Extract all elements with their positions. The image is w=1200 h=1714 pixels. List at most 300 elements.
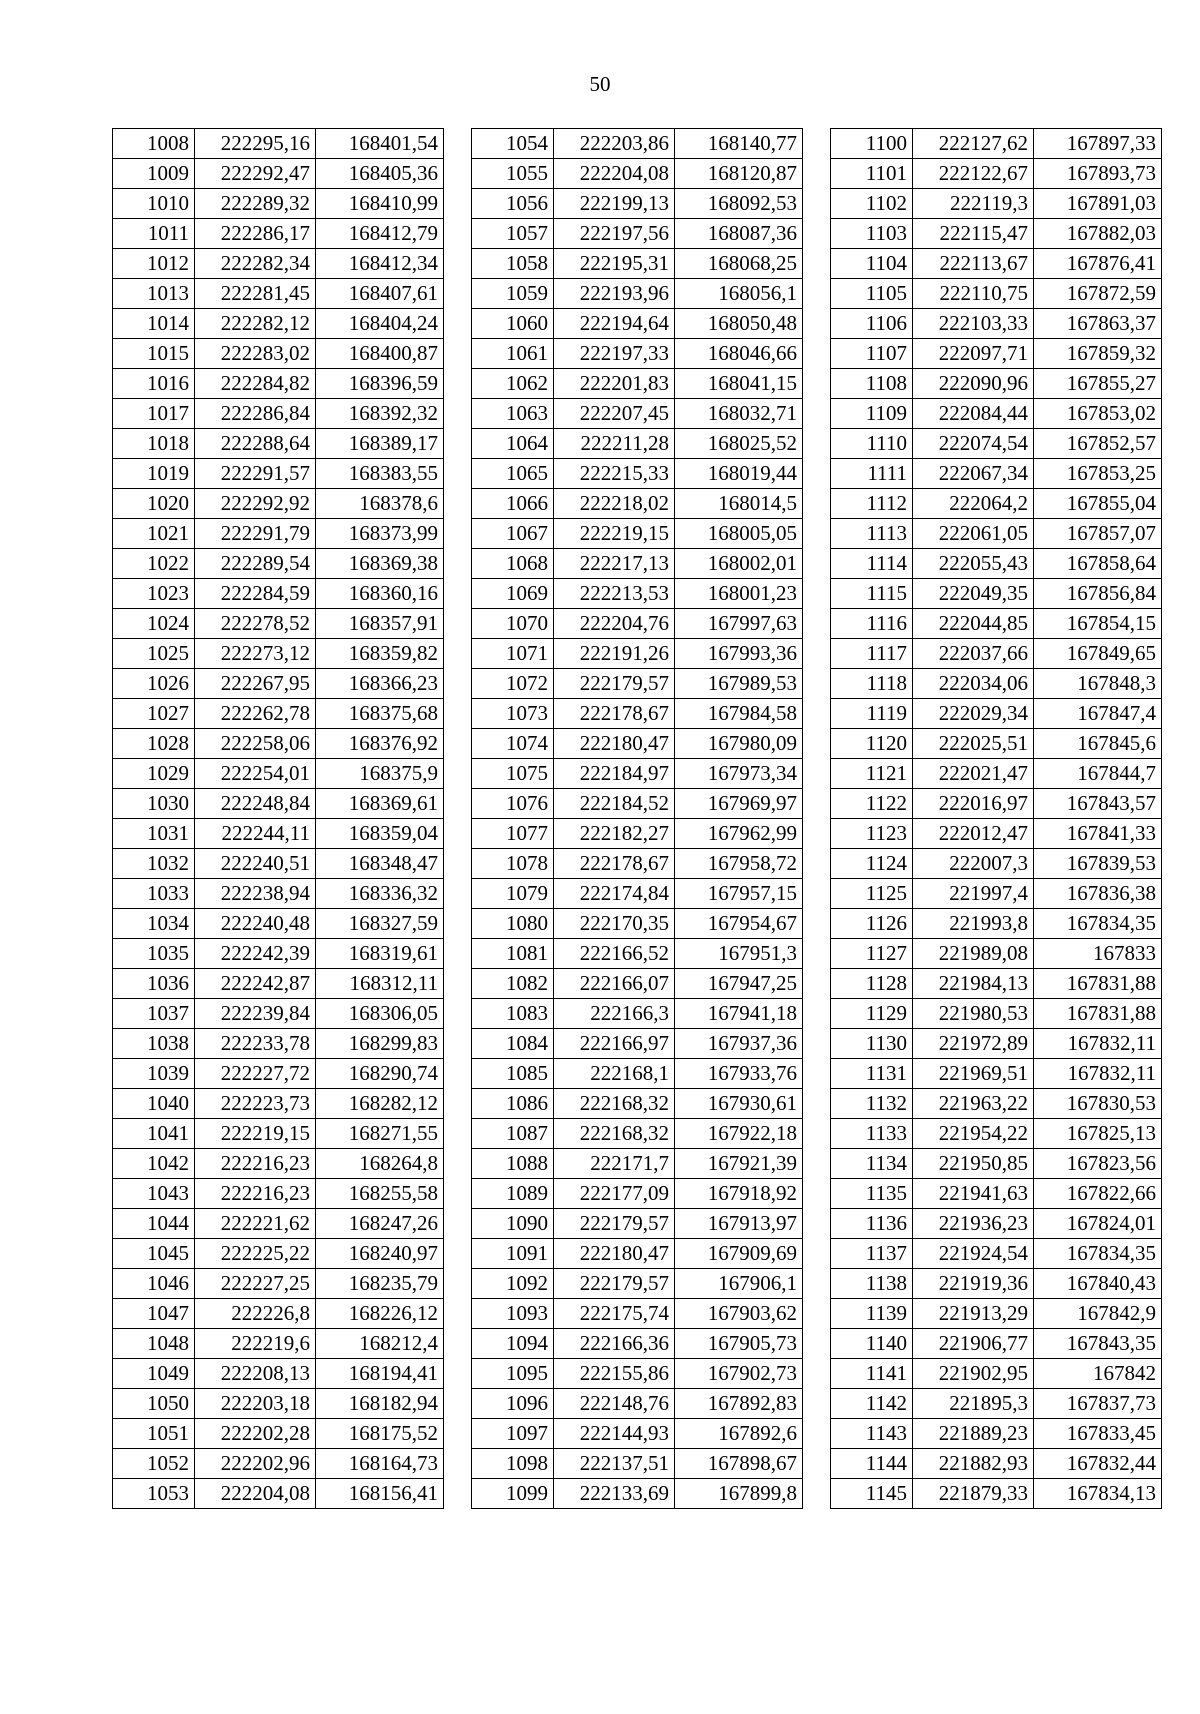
- point-number-cell: 1101: [831, 159, 913, 189]
- table-row: [831, 279, 1162, 309]
- x-coordinate-cell: 222227,72: [195, 1059, 316, 1089]
- x-coordinate-cell: 222064,2: [913, 489, 1034, 519]
- point-number-cell: 1076: [472, 789, 554, 819]
- point-number-cell: 1123: [831, 819, 913, 849]
- y-coordinate-cell: 168014,5: [675, 489, 803, 519]
- x-coordinate-cell: 222174,84: [554, 879, 675, 909]
- table-row: [472, 219, 803, 249]
- x-coordinate-cell: 222203,18: [195, 1389, 316, 1419]
- y-coordinate-cell: 167876,41: [1034, 249, 1162, 279]
- y-coordinate-cell: 167863,37: [1034, 309, 1162, 339]
- point-number-cell: 1117: [831, 639, 913, 669]
- y-coordinate-cell: 167843,57: [1034, 789, 1162, 819]
- point-number-cell: 1108: [831, 369, 913, 399]
- point-number-cell: 1011: [113, 219, 195, 249]
- y-coordinate-cell: 167840,43: [1034, 1269, 1162, 1299]
- x-coordinate-cell: 222226,8: [195, 1299, 316, 1329]
- table-row: [472, 1239, 803, 1269]
- y-coordinate-cell: 167933,76: [675, 1059, 803, 1089]
- table-row: [113, 399, 444, 429]
- y-coordinate-cell: 168164,73: [316, 1449, 444, 1479]
- x-coordinate-cell: 222242,39: [195, 939, 316, 969]
- coordinate-table-3: [830, 128, 1162, 1509]
- point-number-cell: 1057: [472, 219, 554, 249]
- point-number-cell: 1060: [472, 309, 554, 339]
- y-coordinate-cell: 167830,53: [1034, 1089, 1162, 1119]
- y-coordinate-cell: 168046,66: [675, 339, 803, 369]
- x-coordinate-cell: 222090,96: [913, 369, 1034, 399]
- point-number-cell: 1059: [472, 279, 554, 309]
- point-number-cell: 1029: [113, 759, 195, 789]
- table-row: [831, 1029, 1162, 1059]
- point-number-cell: 1088: [472, 1149, 554, 1179]
- point-number-cell: 1066: [472, 489, 554, 519]
- x-coordinate-cell: 222097,71: [913, 339, 1034, 369]
- x-coordinate-cell: 222207,45: [554, 399, 675, 429]
- y-coordinate-cell: 168369,38: [316, 549, 444, 579]
- table-row: [472, 909, 803, 939]
- y-coordinate-cell: 168410,99: [316, 189, 444, 219]
- y-coordinate-cell: 168412,79: [316, 219, 444, 249]
- x-coordinate-cell: 222199,13: [554, 189, 675, 219]
- point-number-cell: 1040: [113, 1089, 195, 1119]
- point-number-cell: 1112: [831, 489, 913, 519]
- x-coordinate-cell: 221980,53: [913, 999, 1034, 1029]
- point-number-cell: 1063: [472, 399, 554, 429]
- y-coordinate-cell: 167973,34: [675, 759, 803, 789]
- table-row: [831, 519, 1162, 549]
- table-row: [831, 789, 1162, 819]
- table-row: [113, 819, 444, 849]
- table-row: [472, 1359, 803, 1389]
- x-coordinate-cell: 222267,95: [195, 669, 316, 699]
- point-number-cell: 1080: [472, 909, 554, 939]
- y-coordinate-cell: 167989,53: [675, 669, 803, 699]
- x-coordinate-cell: 222219,15: [195, 1119, 316, 1149]
- x-coordinate-cell: 222175,74: [554, 1299, 675, 1329]
- point-number-cell: 1030: [113, 789, 195, 819]
- coordinate-table-2: [471, 128, 803, 1509]
- table-row: [113, 1479, 444, 1509]
- point-number-cell: 1072: [472, 669, 554, 699]
- y-coordinate-cell: 167855,04: [1034, 489, 1162, 519]
- y-coordinate-cell: 168396,59: [316, 369, 444, 399]
- y-coordinate-cell: 168348,47: [316, 849, 444, 879]
- x-coordinate-cell: 222289,32: [195, 189, 316, 219]
- x-coordinate-cell: 221902,95: [913, 1359, 1034, 1389]
- point-number-cell: 1130: [831, 1029, 913, 1059]
- y-coordinate-cell: 167842,9: [1034, 1299, 1162, 1329]
- x-coordinate-cell: 222254,01: [195, 759, 316, 789]
- x-coordinate-cell: 222202,28: [195, 1419, 316, 1449]
- point-number-cell: 1087: [472, 1119, 554, 1149]
- x-coordinate-cell: 222044,85: [913, 609, 1034, 639]
- point-number-cell: 1093: [472, 1299, 554, 1329]
- x-coordinate-cell: 222155,86: [554, 1359, 675, 1389]
- table-row: [113, 549, 444, 579]
- point-number-cell: 1098: [472, 1449, 554, 1479]
- point-number-cell: 1106: [831, 309, 913, 339]
- point-number-cell: 1042: [113, 1149, 195, 1179]
- point-number-cell: 1052: [113, 1449, 195, 1479]
- table-row: [472, 999, 803, 1029]
- x-coordinate-cell: 222292,92: [195, 489, 316, 519]
- table-row: [113, 879, 444, 909]
- point-number-cell: 1103: [831, 219, 913, 249]
- x-coordinate-cell: 221997,4: [913, 879, 1034, 909]
- x-coordinate-cell: 222166,3: [554, 999, 675, 1029]
- point-number-cell: 1116: [831, 609, 913, 639]
- table-row: [113, 639, 444, 669]
- y-coordinate-cell: 167825,13: [1034, 1119, 1162, 1149]
- x-coordinate-cell: 221919,36: [913, 1269, 1034, 1299]
- table-row: [831, 849, 1162, 879]
- y-coordinate-cell: 168005,05: [675, 519, 803, 549]
- y-coordinate-cell: 168255,58: [316, 1179, 444, 1209]
- table-row: [831, 129, 1162, 159]
- point-number-cell: 1084: [472, 1029, 554, 1059]
- y-coordinate-cell: 167841,33: [1034, 819, 1162, 849]
- point-number-cell: 1061: [472, 339, 554, 369]
- y-coordinate-cell: 167849,65: [1034, 639, 1162, 669]
- point-number-cell: 1074: [472, 729, 554, 759]
- y-coordinate-cell: 167857,07: [1034, 519, 1162, 549]
- x-coordinate-cell: 222242,87: [195, 969, 316, 999]
- y-coordinate-cell: 167832,44: [1034, 1449, 1162, 1479]
- x-coordinate-cell: 222166,97: [554, 1029, 675, 1059]
- point-number-cell: 1128: [831, 969, 913, 999]
- x-coordinate-cell: 222238,94: [195, 879, 316, 909]
- y-coordinate-cell: 168050,48: [675, 309, 803, 339]
- table-row: [472, 1029, 803, 1059]
- table-row: [472, 1479, 803, 1509]
- x-coordinate-cell: 222180,47: [554, 1239, 675, 1269]
- point-number-cell: 1083: [472, 999, 554, 1029]
- point-number-cell: 1008: [113, 129, 195, 159]
- y-coordinate-cell: 168002,01: [675, 549, 803, 579]
- point-number-cell: 1085: [472, 1059, 554, 1089]
- table-row: [472, 189, 803, 219]
- table-row: [113, 1089, 444, 1119]
- y-coordinate-cell: 167891,03: [1034, 189, 1162, 219]
- x-coordinate-cell: 222034,06: [913, 669, 1034, 699]
- point-number-cell: 1124: [831, 849, 913, 879]
- table-row: [831, 549, 1162, 579]
- table-row: [113, 849, 444, 879]
- y-coordinate-cell: 168375,68: [316, 699, 444, 729]
- table-row: [472, 1179, 803, 1209]
- x-coordinate-cell: 222203,86: [554, 129, 675, 159]
- x-coordinate-cell: 222166,07: [554, 969, 675, 999]
- point-number-cell: 1037: [113, 999, 195, 1029]
- x-coordinate-cell: 222291,79: [195, 519, 316, 549]
- point-number-cell: 1082: [472, 969, 554, 999]
- x-coordinate-cell: 222225,22: [195, 1239, 316, 1269]
- y-coordinate-cell: 167957,15: [675, 879, 803, 909]
- y-coordinate-cell: 167832,11: [1034, 1059, 1162, 1089]
- table-row: [831, 1419, 1162, 1449]
- table-row: [113, 999, 444, 1029]
- table-row: [831, 339, 1162, 369]
- table-row: [113, 249, 444, 279]
- table-row: [831, 579, 1162, 609]
- page-number: 50: [589, 72, 611, 96]
- x-coordinate-cell: 222122,67: [913, 159, 1034, 189]
- point-number-cell: 1094: [472, 1329, 554, 1359]
- y-coordinate-cell: 168407,61: [316, 279, 444, 309]
- point-number-cell: 1068: [472, 549, 554, 579]
- table-row: [472, 369, 803, 399]
- x-coordinate-cell: 222180,47: [554, 729, 675, 759]
- y-coordinate-cell: 167822,66: [1034, 1179, 1162, 1209]
- table-row: [472, 1149, 803, 1179]
- x-coordinate-cell: 222216,23: [195, 1179, 316, 1209]
- point-number-cell: 1073: [472, 699, 554, 729]
- table-row: [831, 309, 1162, 339]
- x-coordinate-cell: 222115,47: [913, 219, 1034, 249]
- y-coordinate-cell: 168092,53: [675, 189, 803, 219]
- table-row: [831, 1269, 1162, 1299]
- y-coordinate-cell: 167839,53: [1034, 849, 1162, 879]
- y-coordinate-cell: 167834,35: [1034, 909, 1162, 939]
- point-number-cell: 1131: [831, 1059, 913, 1089]
- y-coordinate-cell: 167837,73: [1034, 1389, 1162, 1419]
- table-row: [113, 129, 444, 159]
- x-coordinate-cell: 222284,59: [195, 579, 316, 609]
- x-coordinate-cell: 222021,47: [913, 759, 1034, 789]
- table-row: [831, 1359, 1162, 1389]
- table-row: [831, 1299, 1162, 1329]
- table-row: [472, 429, 803, 459]
- point-number-cell: 1079: [472, 879, 554, 909]
- point-number-cell: 1135: [831, 1179, 913, 1209]
- x-coordinate-cell: 222061,05: [913, 519, 1034, 549]
- point-number-cell: 1077: [472, 819, 554, 849]
- point-number-cell: 1053: [113, 1479, 195, 1509]
- y-coordinate-cell: 167882,03: [1034, 219, 1162, 249]
- point-number-cell: 1134: [831, 1149, 913, 1179]
- table-row: [831, 1179, 1162, 1209]
- x-coordinate-cell: 221895,3: [913, 1389, 1034, 1419]
- point-number-cell: 1144: [831, 1449, 913, 1479]
- x-coordinate-cell: 222202,96: [195, 1449, 316, 1479]
- point-number-cell: 1075: [472, 759, 554, 789]
- table-row: [113, 1449, 444, 1479]
- point-number-cell: 1031: [113, 819, 195, 849]
- table-row: [472, 1299, 803, 1329]
- table-row: [472, 699, 803, 729]
- x-coordinate-cell: 222282,34: [195, 249, 316, 279]
- y-coordinate-cell: 168327,59: [316, 909, 444, 939]
- point-number-cell: 1020: [113, 489, 195, 519]
- point-number-cell: 1102: [831, 189, 913, 219]
- point-number-cell: 1115: [831, 579, 913, 609]
- y-coordinate-cell: 167921,39: [675, 1149, 803, 1179]
- table-row: [113, 1269, 444, 1299]
- point-number-cell: 1121: [831, 759, 913, 789]
- table-row: [831, 249, 1162, 279]
- y-coordinate-cell: 168360,16: [316, 579, 444, 609]
- point-number-cell: 1054: [472, 129, 554, 159]
- table-row: [113, 789, 444, 819]
- x-coordinate-cell: 222113,67: [913, 249, 1034, 279]
- y-coordinate-cell: 168400,87: [316, 339, 444, 369]
- y-coordinate-cell: 168068,25: [675, 249, 803, 279]
- x-coordinate-cell: 222067,34: [913, 459, 1034, 489]
- y-coordinate-cell: 167845,6: [1034, 729, 1162, 759]
- table-row: [113, 1359, 444, 1389]
- x-coordinate-cell: 222179,57: [554, 669, 675, 699]
- point-number-cell: 1023: [113, 579, 195, 609]
- table-row: [831, 1149, 1162, 1179]
- table-row: [472, 339, 803, 369]
- x-coordinate-cell: 221954,22: [913, 1119, 1034, 1149]
- table-row: [113, 1389, 444, 1419]
- table-row: [831, 939, 1162, 969]
- y-coordinate-cell: 167918,92: [675, 1179, 803, 1209]
- point-number-cell: 1132: [831, 1089, 913, 1119]
- y-coordinate-cell: 168373,99: [316, 519, 444, 549]
- table-row: [831, 189, 1162, 219]
- table-row: [472, 759, 803, 789]
- table-row: [472, 1059, 803, 1089]
- y-coordinate-cell: 168312,11: [316, 969, 444, 999]
- point-number-cell: 1055: [472, 159, 554, 189]
- table-row: [831, 969, 1162, 999]
- x-coordinate-cell: 222204,08: [195, 1479, 316, 1509]
- y-coordinate-cell: 167993,36: [675, 639, 803, 669]
- table-row: [472, 309, 803, 339]
- table-row: [831, 639, 1162, 669]
- point-number-cell: 1069: [472, 579, 554, 609]
- y-coordinate-cell: 168019,44: [675, 459, 803, 489]
- point-number-cell: 1065: [472, 459, 554, 489]
- table-row: [113, 1299, 444, 1329]
- table-row: [113, 429, 444, 459]
- x-coordinate-cell: 222283,02: [195, 339, 316, 369]
- y-coordinate-cell: 168001,23: [675, 579, 803, 609]
- table-row: [472, 249, 803, 279]
- y-coordinate-cell: 167842: [1034, 1359, 1162, 1389]
- point-number-cell: 1022: [113, 549, 195, 579]
- x-coordinate-cell: 222168,32: [554, 1089, 675, 1119]
- x-coordinate-cell: 222179,57: [554, 1269, 675, 1299]
- table-row: [831, 1449, 1162, 1479]
- table-row: [831, 429, 1162, 459]
- x-coordinate-cell: 222182,27: [554, 819, 675, 849]
- x-coordinate-cell: 222215,33: [554, 459, 675, 489]
- x-coordinate-cell: 222127,62: [913, 129, 1034, 159]
- x-coordinate-cell: 222286,17: [195, 219, 316, 249]
- point-number-cell: 1018: [113, 429, 195, 459]
- table-row: [472, 849, 803, 879]
- y-coordinate-cell: 167906,1: [675, 1269, 803, 1299]
- y-coordinate-cell: 167954,67: [675, 909, 803, 939]
- table-row: [113, 1119, 444, 1149]
- table-row: [472, 879, 803, 909]
- table-row: [113, 579, 444, 609]
- table-row: [831, 1389, 1162, 1419]
- y-coordinate-cell: 167836,38: [1034, 879, 1162, 909]
- table-row: [831, 879, 1162, 909]
- y-coordinate-cell: 167843,35: [1034, 1329, 1162, 1359]
- x-coordinate-cell: 222012,47: [913, 819, 1034, 849]
- y-coordinate-cell: 167930,61: [675, 1089, 803, 1119]
- point-number-cell: 1086: [472, 1089, 554, 1119]
- x-coordinate-cell: 221963,22: [913, 1089, 1034, 1119]
- point-number-cell: 1044: [113, 1209, 195, 1239]
- y-coordinate-cell: 168140,77: [675, 129, 803, 159]
- table-row: [113, 1179, 444, 1209]
- point-number-cell: 1025: [113, 639, 195, 669]
- point-number-cell: 1056: [472, 189, 554, 219]
- y-coordinate-cell: 168392,32: [316, 399, 444, 429]
- point-number-cell: 1092: [472, 1269, 554, 1299]
- y-coordinate-cell: 167859,32: [1034, 339, 1162, 369]
- x-coordinate-cell: 222292,47: [195, 159, 316, 189]
- table-row: [831, 699, 1162, 729]
- x-coordinate-cell: 222289,54: [195, 549, 316, 579]
- point-number-cell: 1140: [831, 1329, 913, 1359]
- x-coordinate-cell: 222166,36: [554, 1329, 675, 1359]
- table-row: [831, 1479, 1162, 1509]
- table-row: [831, 1089, 1162, 1119]
- x-coordinate-cell: 222218,02: [554, 489, 675, 519]
- y-coordinate-cell: 168032,71: [675, 399, 803, 429]
- y-coordinate-cell: 168383,55: [316, 459, 444, 489]
- x-coordinate-cell: 222248,84: [195, 789, 316, 819]
- y-coordinate-cell: 167832,11: [1034, 1029, 1162, 1059]
- point-number-cell: 1137: [831, 1239, 913, 1269]
- y-coordinate-cell: 167833,45: [1034, 1419, 1162, 1449]
- y-coordinate-cell: 167892,83: [675, 1389, 803, 1419]
- x-coordinate-cell: 222288,64: [195, 429, 316, 459]
- table-row: [472, 939, 803, 969]
- y-coordinate-cell: 167903,62: [675, 1299, 803, 1329]
- table-row: [472, 1119, 803, 1149]
- coordinate-table-1: [112, 128, 444, 1509]
- x-coordinate-cell: 222074,54: [913, 429, 1034, 459]
- x-coordinate-cell: 222191,26: [554, 639, 675, 669]
- table-row: [113, 219, 444, 249]
- x-coordinate-cell: 221882,93: [913, 1449, 1034, 1479]
- x-coordinate-cell: 221936,23: [913, 1209, 1034, 1239]
- table-row: [472, 639, 803, 669]
- table-row: [113, 969, 444, 999]
- x-coordinate-cell: 222244,11: [195, 819, 316, 849]
- table-row: [472, 459, 803, 489]
- x-coordinate-cell: 222049,35: [913, 579, 1034, 609]
- point-number-cell: 1045: [113, 1239, 195, 1269]
- point-number-cell: 1012: [113, 249, 195, 279]
- y-coordinate-cell: 168336,32: [316, 879, 444, 909]
- x-coordinate-cell: 222213,53: [554, 579, 675, 609]
- x-coordinate-cell: 222223,73: [195, 1089, 316, 1119]
- y-coordinate-cell: 168175,52: [316, 1419, 444, 1449]
- y-coordinate-cell: 167958,72: [675, 849, 803, 879]
- point-number-cell: 1034: [113, 909, 195, 939]
- point-number-cell: 1028: [113, 729, 195, 759]
- point-number-cell: 1089: [472, 1179, 554, 1209]
- y-coordinate-cell: 168319,61: [316, 939, 444, 969]
- x-coordinate-cell: 221913,29: [913, 1299, 1034, 1329]
- x-coordinate-cell: 222025,51: [913, 729, 1034, 759]
- y-coordinate-cell: 167834,13: [1034, 1479, 1162, 1509]
- point-number-cell: 1039: [113, 1059, 195, 1089]
- y-coordinate-cell: 168359,82: [316, 639, 444, 669]
- point-number-cell: 1014: [113, 309, 195, 339]
- y-coordinate-cell: 167913,97: [675, 1209, 803, 1239]
